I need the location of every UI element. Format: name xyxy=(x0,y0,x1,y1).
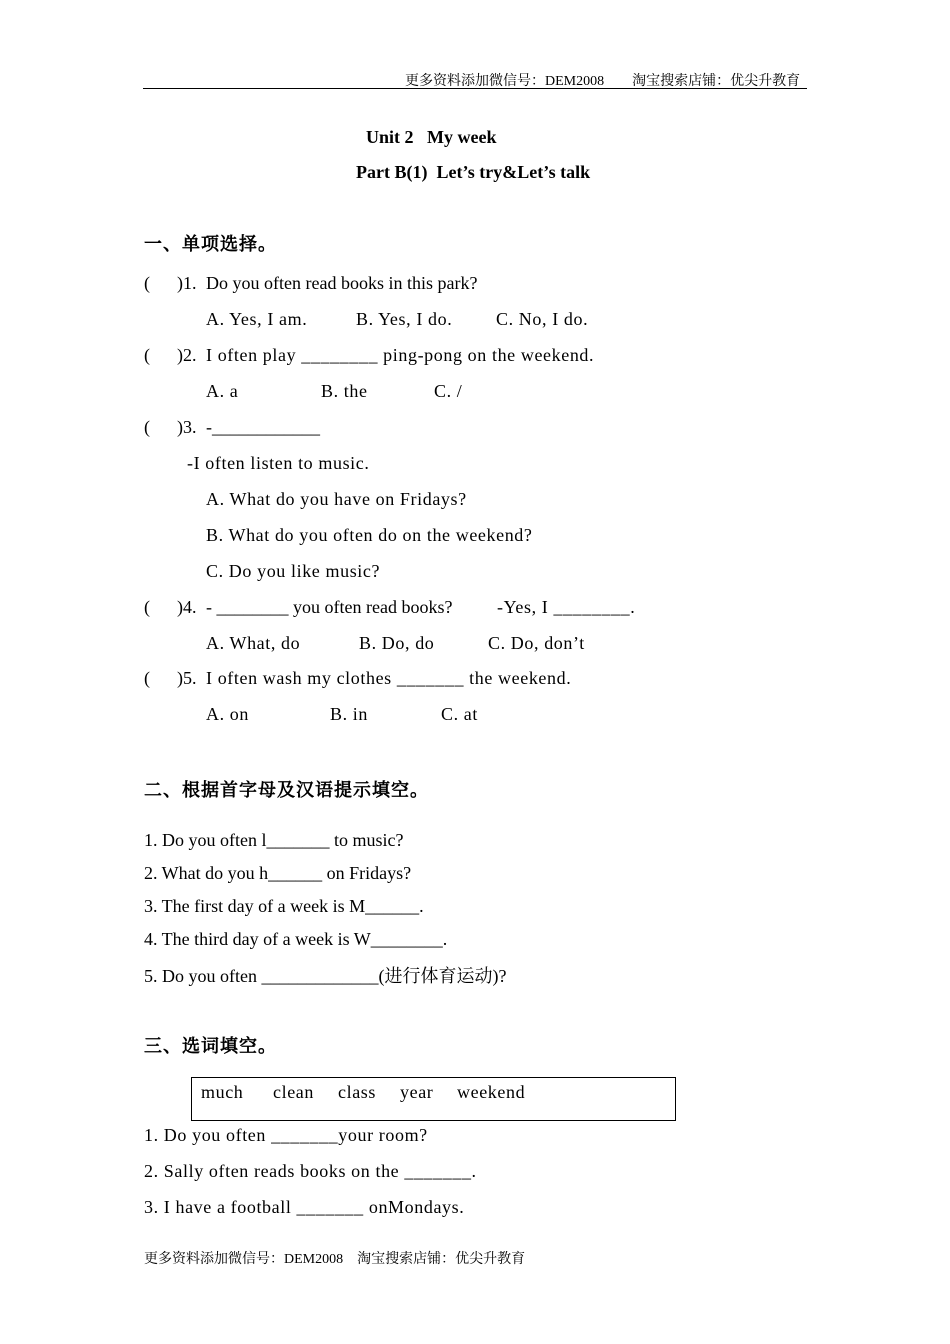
q1-number: ( )1. xyxy=(144,273,197,293)
q4-option-c: C. Do, don’t xyxy=(488,633,585,653)
q5-option-c: C. at xyxy=(441,704,478,724)
section3-heading: 三、选词填空。 xyxy=(144,1036,277,1056)
choose-item-2: 2. Sally often reads books on the _______. xyxy=(144,1161,477,1181)
q4-reply: -Yes, I ________. xyxy=(497,597,636,617)
q5-text: I often wash my clothes _______ the weekend. xyxy=(206,668,572,688)
q1-option-b: B. Yes, I do. xyxy=(356,309,453,329)
fill-item-5: 5. Do you often _____________(进行体育运动)? xyxy=(144,966,507,986)
q5-number: ( )5. xyxy=(144,668,197,688)
q5-option-b: B. in xyxy=(330,704,369,724)
q3-answer: -I often listen to music. xyxy=(187,453,370,473)
word-bank-word: class xyxy=(338,1082,376,1102)
q2-option-b: B. the xyxy=(321,381,368,401)
q1-text: Do you often read books in this park? xyxy=(206,273,478,293)
section2-heading: 二、根据首字母及汉语提示填空。 xyxy=(144,780,429,800)
section1-heading: 一、单项选择。 xyxy=(144,234,277,254)
header-text: 更多资料添加微信号：DEM2008 淘宝搜索店铺：优尖升教育 xyxy=(405,74,801,89)
q4-option-a: A. What, do xyxy=(206,633,301,653)
q2-number: ( )2. xyxy=(144,345,197,365)
word-bank-word: much xyxy=(201,1082,244,1102)
footer-text: 更多资料添加微信号：DEM2008 淘宝搜索店铺：优尖升教育 xyxy=(144,1252,526,1267)
word-bank-word: clean xyxy=(273,1082,314,1102)
word-bank-box xyxy=(191,1077,676,1121)
choose-item-3: 3. I have a football _______ onMondays. xyxy=(144,1197,465,1217)
fill-item-3: 3. The first day of a week is M______. xyxy=(144,896,424,916)
q4-text: - ________ you often read books? xyxy=(206,597,453,617)
q2-text: I often play ________ ping-pong on the weekend. xyxy=(206,345,595,365)
fill-item-4: 4. The third day of a week is W________. xyxy=(144,929,448,949)
q3-option-a: A. What do you have on Fridays? xyxy=(206,489,467,509)
q3-option-c: C. Do you like music? xyxy=(206,561,381,581)
word-bank-word: weekend xyxy=(457,1082,526,1102)
q4-number: ( )4. xyxy=(144,597,197,617)
q4-option-b: B. Do, do xyxy=(359,633,435,653)
q1-option-a: A. Yes, I am. xyxy=(206,309,308,329)
unit-title: Unit 2 My week xyxy=(366,127,497,147)
q5-option-a: A. on xyxy=(206,704,249,724)
q3-option-b: B. What do you often do on the weekend? xyxy=(206,525,533,545)
part-title: Part B(1) Let’s try&Let’s talk xyxy=(356,162,591,182)
q3-text: -____________ xyxy=(206,417,320,437)
q1-option-c: C. No, I do. xyxy=(496,309,589,329)
word-bank-word: year xyxy=(400,1082,434,1102)
choose-item-1: 1. Do you often _______your room? xyxy=(144,1125,428,1145)
q2-option-a: A. a xyxy=(206,381,239,401)
fill-item-1: 1. Do you often l_______ to music? xyxy=(144,830,404,850)
q3-number: ( )3. xyxy=(144,417,197,437)
header-divider xyxy=(143,88,807,89)
q2-option-c: C. / xyxy=(434,381,463,401)
fill-item-2: 2. What do you h______ on Fridays? xyxy=(144,863,412,883)
